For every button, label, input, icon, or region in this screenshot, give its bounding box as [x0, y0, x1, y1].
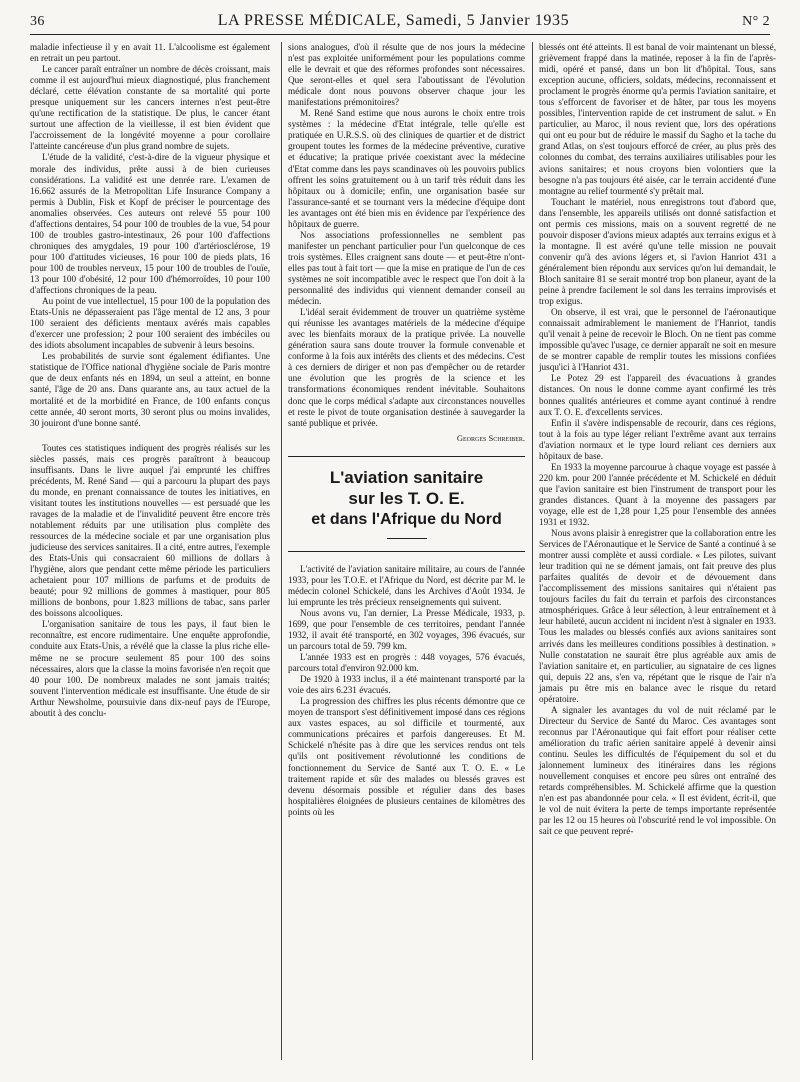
article-title-line-3: et dans l'Afrique du Nord	[311, 510, 502, 528]
paragraph: Le Potez 29 est l'appareil des évacuations à grandes distances. On nous le donne comme ayant confirmé les très bonnes qualités antérieures et comme ayant continué à rendre aux T. O. E. d'excellents services.	[539, 373, 776, 417]
paragraph: L'idéal serait évidemment de trouver un quatrième système qui réunisse les avantages matériels de la médecine d'équipe avec les bienfaits moraux de la pratique privée. La nouvelle génération saura sans doute trouver la formule convenable et conforme à la fois aux intérêts des clients et des médecins. C'est à ces derniers de diriger et non pas d'empêcher ou de retarder une évolution que les progrès de la science et les transformations économiques rendent inévitable. Souhaitons donc que le corps médical s'adapte aux circonstances nouvelles et reste le pivot de toute organisation destinée à sauvegarder la santé publique et privée.	[288, 307, 525, 428]
paragraph: M. René Sand estime que nous aurons le choix entre trois systèmes : la médecine d'Etat intégrale, telle qu'elle est pratiquée en U.R.S.S. où des cliniques de quartier et de district groupent toutes les formes de la médecine préventive, curative et éducative; la pratique privée coexistant avec la médecine d'Etat comme dans les pays scandinaves où les pouvoirs publics offrent les soins gratuitement ou à un tarif très réduit dans les hôpitaux ou à domicile; enfin, une organisation basée sur l'assurance-santé et se tournant vers la médecine d'équipe dont les avantages ont été bien mis en évidence par l'expérience des hôpitaux de guerre.	[288, 108, 525, 229]
paragraph: Au point de vue intellectuel, 15 pour 100 de la population des Etats-Unis ne dépasseraient pas l'âge mental de 12 ans, 3 pour 100 seraient des déficients mentaux avérés mais capables d'exercer une profession; 2 pour 100 seraient des imbéciles ou des idiots absolument incapables de subvenir à leurs besoins.	[30, 296, 270, 351]
article-title-line-1: L'aviation sanitaire	[329, 467, 484, 487]
paragraph: Nos associations professionnelles ne semblent pas manifester un penchant particulier pour l'un quelconque de ces trois systèmes. Elles craignent sans doute — et peut-être n'ont-elles pas tout à fait tort — que la mise en pratique de l'un de ces systèmes ne soit incompatible avec le respect que l'on doit à la personnalité des individus qui viennent demander conseil au médecin.	[288, 229, 525, 307]
paragraph: En 1933 la moyenne parcourue à chaque voyage est passée à 220 km. pour 200 l'année précédente et M. Schickelé en déduit que l'avion sanitaire est bien l'instrument de transport pour les grandes distances. Quant à la moyenne des passagers par voyage, elle est de 1,28 pour 1,25 pour l'ensemble des années 1931 et 1932.	[539, 461, 776, 528]
column-2	[288, 42, 525, 818]
article-title-line-2: sur les T. O. E.	[348, 488, 465, 508]
column-1	[30, 42, 270, 719]
issue-number: N° 2	[742, 14, 770, 29]
page-header	[30, 12, 770, 34]
paragraph: L'étude de la validité, c'est-à-dire de la vigueur physique et morale des individus, prête aussi à de bien curieuses considérations. La validité est une denrée rare. L'examen de 16.662 assurés de la Metropolitan Life Insurance Company a permis à Dublin, Fisk et Kopf de préciser le pourcentage des anomalies observées. Ces auteurs ont relevé 55 pour 100 d'affections dentaires, 54 pour 100 de troubles de la vue, 54 pour 100 de troubles gastro-intestinaux, 26 pour 100 d'affections chroniques des amygdales, 19 pour 100 d'artériosclérose, 19 pour 100 d'attitudes vicieuses, 16 pour 100 de pieds plats, 16 pour 100 de troubles nerveux, 15 pour 100 de troubles de l'ouïe, 13 pour 100 d'obésité, 12 pour 100 d'hémorroïdes, 10 pour 100 d'affections chroniques de la peau.	[30, 152, 270, 296]
paragraph: sions analogues, d'où il résulte que de nos jours la médecine n'est pas exploitée uniformément pour les populations comme elle le devrait et que des réformes profondes sont nécessaires. Que seront-elles et quel sera l'aboutissant de l'évolution médicale dont nous pouvons observer chaque jour les manifestations prémonitoires?	[288, 42, 525, 108]
title-divider	[387, 538, 427, 539]
page-number: 36	[30, 14, 45, 29]
paragraph: blessés ont été atteints. Il est banal de voir maintenant un blessé, grièvement frappé dans la matinée, reposer à la fin de l'après-midi, opéré et pansé, dans un bon lit d'hôpital. Tous, sans exception aucune, officiers, soldats, médecins, reconnaissent et proclament le progrès énorme qu'a permis l'aviation sanitaire, et tous s'efforcent de favoriser et de hâter, par tous les moyens possibles, l'intervention rapide de cet instrument de salut. » En particulier, au Maroc, il nous revient que, lors des opérations qui ont eu pour but de réduire le massif du Sagho et la tache du grand Atlas, on s'est toujours efforcé de créer, au plus près des colonnes du combat, des terrains auxiliaires utilisables pour les avions sanitaires; et nous croyons bien volontiers que la besogne n'a pas toujours été aisée, car le terrain accidenté d'une montagne au relief tourmenté s'y prêtait mal.	[539, 42, 776, 196]
paragraph: A signaler les avantages du vol de nuit réclamé par le Directeur du Service de Santé du Maroc. Ces avantages sont reconnus par l'Aéronautique qui fait effort pour réaliser cette amélioration du trafic aérien sanitaire appelé à devenir ainsi continu. Seules les difficultés de l'équipement du sol et du jalonnement lumineux des itinéraires dans les régions nouvellement conquises et encore peu sûres ont entraîné des retards compréhensibles. M. Schickelé affirme que la question n'en est pas abandonnée pour cela. « Il est évident, écrit-il, que le vol de nuit évitera la perte de temps importante représentée par les 12 ou 15 heures où l'obscurité rend le vol impossible. On sait ce que peuvent repré-	[539, 704, 776, 837]
paragraph: Toutes ces statistiques indiquent des progrès réalisés sur les siècles passés, mais ces progrès paraîtront à beaucoup insuffisants. Dans le livre auquel j'ai emprunté les chiffres précédents, M. René Sand — qui a parcouru la plupart des pays du monde, en prenant connaissance de toutes les initiatives, en visitant toutes les institutions nouvelles — est persuadé que les ravages de la maladie et de l'invalidité peuvent être encore très notablement réduits par une utilisation plus complète des ressources de la médecine sociale et par une organisation plus judicieuse des services sanitaires. Il a cité, entre autres, l'exemple des Etats-Unis qui consacraient 60 millions de dollars à l'hygiène, alors que pendant cette même période les particuliers achetaient pour 107 millions de parfums et de produits de beauté; pour 92 millions de gommes à mastiquer, pour 805 millions de bonbons, pour 1.823 millions de tabac, sans parler des boissons alcooliques.	[30, 442, 270, 619]
paragraph: Le cancer paraît entraîner un nombre de décès croissant, mais comme il est aujourd'hui mieux diagnostiqué, plus franchement déclaré, cette élévation constante de sa mortalité qui porte presque uniquement sur les cancers internes n'est peut-être qu'une rectification de la statistique. De plus, le cancer étant surtout une affection de la vieillesse, il est bien évident que l'accroissement de la longévité moyenne a pour corollaire l'atteinte cancéreuse d'un plus grand nombre de sujets.	[30, 64, 270, 152]
article-heading	[288, 456, 525, 552]
paragraph: L'activité de l'aviation sanitaire militaire, au cours de l'année 1933, pour les T.O.E. et l'Afrique du Nord, est décrite par M. le médecin colonel Schickelé, dans les Archives d'Août 1934. Je lui emprunte les très précieux renseignements qui suivent.	[288, 563, 525, 607]
paragraph: L'organisation sanitaire de tous les pays, il faut bien le reconnaître, est encore rudimentaire. Une enquête approfondie, conduite aux Etats-Unis, a révélé que la classe la plus riche elle-même ne se procure seulement 85 pour 100 des soins nécessaires, alors que la classe la moins favorisée n'en reçoit que 40 pour 100. De nombreux malades ne sont jamais traités; souvent l'intervention médicale est insuffisante. Une étude de sir Arthur Newsholme, poursuivie dans dix-neuf pays de l'Europe, aboutit à des conclu-	[30, 619, 270, 718]
paragraph: Les probabilités de survie sont également édifiantes. Une statistique de l'Office national d'hygiène sociale de Paris montre que de deux enfants nés en 1894, un seul a atteint, en bonne santé, l'âge de 20 ans. Dans quarante ans, au taux actuel de la mortalité et de la morbidité en France, de 100 enfants conçus cette année, 40 seront morts, 30 seront plus ou moins invalides, 30 jouiront d'une bonne santé.	[30, 351, 270, 428]
paragraph: maladie infectieuse il y en avait 11. L'alcoolisme est également en retrait un peu partout.	[30, 42, 270, 64]
header-rule	[30, 34, 770, 35]
paragraph: On observe, il est vrai, que le personnel de l'aéronautique connaissait admirablement le maniement de l'Hanriot, tandis qu'il venait à peine de recevoir le Bloch. On ne tient pas comme impossible qu'avec l'usage, ce dernier apparaît ne soit en mesure de se montrer capable de remplir toutes les missions confiées jusqu'ici à l'Hanriot 431.	[539, 307, 776, 373]
paragraph: Enfin il s'avère indispensable de recourir, dans ces régions, tout à la fois au type léger reliant l'extrême avant aux terrains d'aviation normaux et le type lourd reliant ces derniers aux hôpitaux de base.	[539, 417, 776, 461]
paragraph: De 1920 à 1933 inclus, il a été maintenant transporté par la voie des airs 6.231 évacués.	[288, 674, 525, 696]
journal-title: LA PRESSE MÉDICALE, Samedi, 5 Janvier 1935	[217, 12, 570, 29]
paragraph: Nous avons vu, l'an dernier, La Presse Médicale, 1933, p. 1699, que pour l'ensemble de ces territoires, pendant l'année 1932, il avait été transporté, en 302 voyages, 396 évacués, sur un parcours total de 59. 799 km.	[288, 607, 525, 652]
paragraph: L'année 1933 est en progrès : 448 voyages, 576 évacués, parcours total d'environ 92.000 km.	[288, 652, 525, 674]
author-signature: Georges Schreiber.	[456, 432, 525, 443]
paragraph: Touchant le matériel, nous enregistrons tout d'abord que, dans l'ensemble, les appareils utilisés ont donné satisfaction et ont permis ces missions, mais on a souvent regretté de ne pouvoir disposer d'avions mieux adaptés aux terrains exigus et à la montagne. Il est avéré qu'une telle mission ne pouvait convenir qu'à des avions légers et, si l'avion Hanriot 431 a généralement bien répondu aux services qu'on lui demandait, le Bloch sanitaire 81 se serait montré trop bon planeur, ayant de la peine à prendre facilement le sol dans les terrains improvisés et trop exigus.	[539, 196, 776, 307]
column-3	[539, 42, 776, 837]
paragraph: La progression des chiffres les plus récents démontre que ce moyen de transport s'est définitivement imposé dans ces régions aux vastes espaces, au sol difficile et tourmenté, aux communications précaires et parfois dangereuses. Et M. Schickelé n'hésite pas à dire que les services rendus ont tels qu'ils ont positivement révolutionné les conditions de fonctionnement du Service de Santé aux T. O. E. « Le traitement rapide et sûr des malades ou blessés graves est devenu désormais possible et régulier dans des bases hospitalières éloignées de plusieurs centaines de kilomètres des points où les	[288, 696, 525, 817]
column-divider	[281, 42, 282, 1060]
column-divider	[532, 42, 533, 1060]
paragraph: Nous avons plaisir à enregistrer que la collaboration entre les Services de l'Aéronautique et le Service de Santé a continué à se montrer aussi complète et aussi cordiale. « Les pilotes, suivant leur tradition qui ne se dément jamais, ont fait preuve des plus parfaites qualités de devoir et de dévouement dans l'accomplissement des missions sanitaires qui n'étaient pas toujours faciles du fait du terrain et parfois des circonstances atmosphériques. Grâce à leur sélection, à leur entraînement et à leur habileté, aucun accident ni incident n'est à signaler en 1933. Tous les malades ou blessés confiés aux avions sanitaires sont arrivés dans les meilleures conditions possibles à destination. » Nulle constatation ne saurait être plus agréable aux amis de l'aviation sanitaire et, en particulier, au signataire de ces lignes qui, depuis 22 ans, s'en va, répétant que le risque de l'air n'a jamais pu être mis en balance avec le risque du retard opératoire.	[539, 528, 776, 704]
